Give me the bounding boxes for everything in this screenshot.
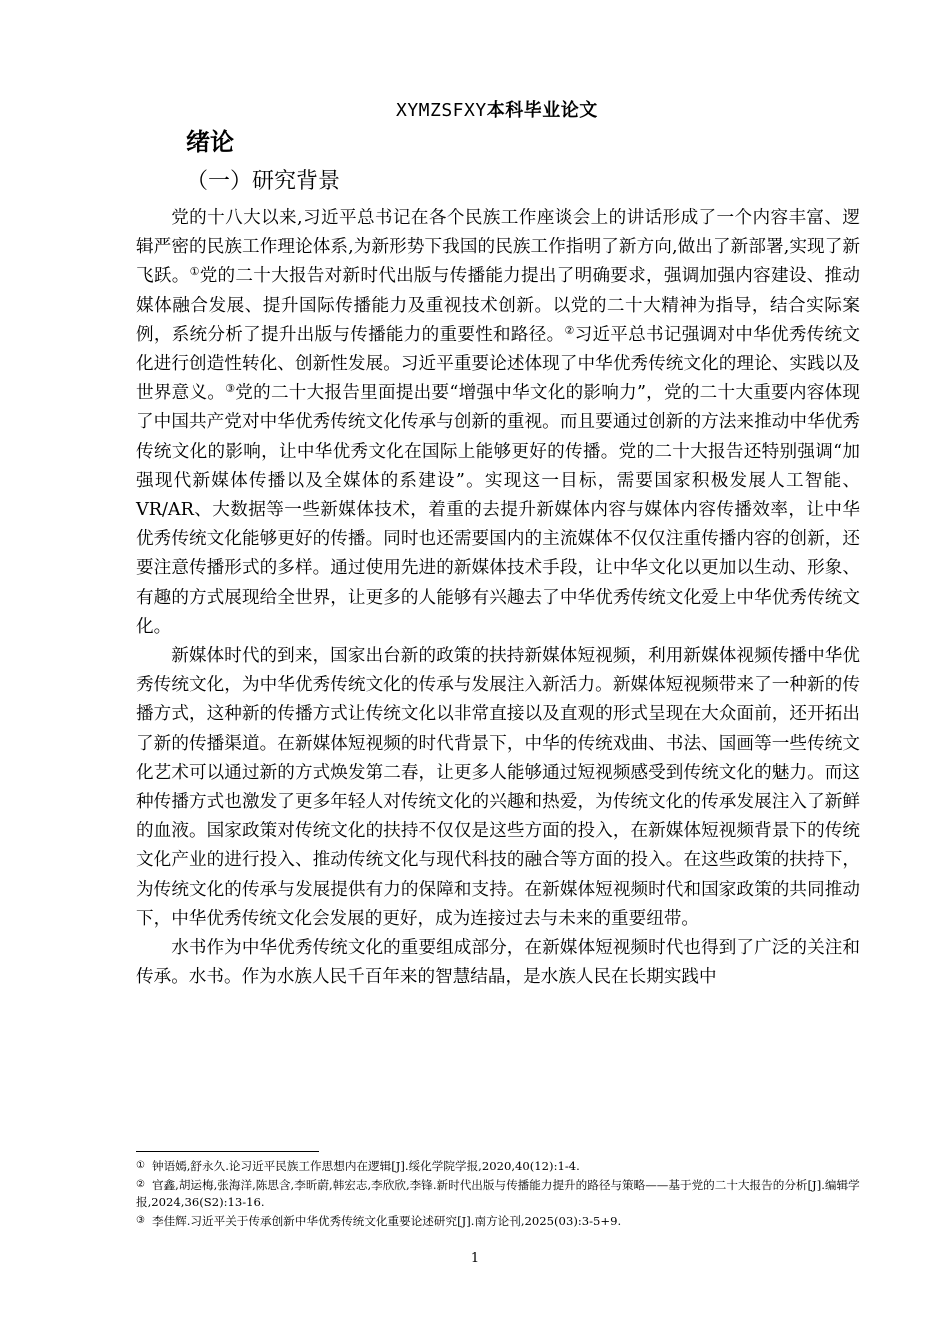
footnote-1-mark: ① [136,1160,145,1171]
footnote-3-text: 李佳辉.习近平关于传承创新中华优秀传统文化重要论述研究[J].南方论刊,2025(03):3-5+9. [151,1213,622,1228]
footnote-1 [136,1157,860,1176]
paragraph-2: 新媒体时代的到来，国家出台新的政策的扶持新媒体短视频，利用新媒体视频传播中华优秀传统文化，为中华优秀传统文化的传承与发展注入新活力。新媒体短视频带来了一种新的传播方式，这种新的传播方式让传统文化以非常直接以及直观的形式呈现在大众面前，还开拓出了新的传播渠道。在新媒体短视频的时代背景下，中华的传统戏曲、书法、国画等一些传统文化艺术可以通过新的方式焕发第二春，让更多人能够通过短视频感受到传统文化的魅力。而这种传播方式也激发了更多年轻人对传统文化的兴趣和热爱，为传统文化的传承发展注入了新鲜的血液。国家政策对传统文化的扶持不仅仅是这些方面的投入，在新媒体短视频背景下的传统文化产业的进行投入、推动传统文化与现代科技的融合等方面的投入。在这些政策的扶持下，为传统文化的传承与发展提供有力的保障和支持。在新媒体短视频时代和国家政策的共同推动下，中华优秀传统文化会发展的更好，成为连接过去与未来的重要纽带。 [136,646,860,929]
header-thesis-label: 本科毕业论文 [486,100,598,121]
paragraph-1-segment-1: 党的十八大以来,习近平总书记在各个民族工作座谈会上的讲话形成了一个内容丰富、逻辑严密的民族工作理论体系,为新形势下我国的民族工作指明了新方向,做出了新部署,实现了新飞跃。 [136,208,860,287]
page-number: 1 [470,1251,480,1266]
footnotes [136,1157,860,1230]
footnote-2 [136,1176,860,1212]
section-title: （一）研究背景 [186,169,341,194]
paragraph-1-segment-2: 党的二十大报告对新时代出版与传播能力提出了明确要求，强调加强内容建设、推动媒体融合发展、提升国际传播能力及重视技术创新。以党的二十大精神为指导，结合实际案例，系统分析了提升出版与传播能力的重要性和路径。 [136,266,860,345]
footnote-marker-1: ① [189,265,200,279]
paragraph-1 [136,204,860,642]
footnote-2-mark: ② [136,1178,145,1190]
footnote-separator [136,1151,319,1152]
header-code: XYMZSFXY [396,100,487,121]
footnote-3-mark: ③ [136,1214,145,1226]
page-header [396,96,598,122]
chapter-title: 绪论 [186,128,234,156]
body-text [136,204,860,992]
footnote-2-text: 官鑫,胡运梅,张海洋,陈思含,李昕蔚,韩宏志,李欣欣,李锋.新时代出版与传播能力提升的路径与策略——基于党的二十大报告的分析[J].编辑学报,2024,36(S2):13-16. [136,1177,860,1209]
footnote-marker-3: ③ [225,382,236,396]
paragraph-1-segment-4: 党的二十大报告里面提出要“增强中华文化的影响力”，党的二十大重要内容体现了中国共产党对中华优秀传统文化传承与创新的重视。而且要通过创新的方法来推动中华优秀传统文化的影响，让中华优秀文化在国际上能够更好的传播。党的二十大报告还特别强调“加强现代新媒体传播以及全媒体的系建设”。实现这一目标，需要国家积极发展人工智能、VR/AR、大数据等一些新媒体技术，着重的去提升新媒体内容与媒体内容传播效率，让中华优秀传统文化能够更好的传播。同时也还需要国内的主流媒体不仅仅注重传播内容的创新，还要注意传播形式的多样。通过使用先进的新媒体技术手段，让中华文化以更加以生动、形象、有趣的方式展现给全世界，让更多的人能够有兴趣去了中华优秀传统文化爱上中华优秀传统文化。 [136,383,860,637]
paragraph-1-segment-3: 习近平总书记强调对中华优秀传统文化进行创造性转化、创新性发展。习近平重要论述体现了中华优秀传统文化的理论、实践以及世界意义。 [136,324,860,404]
footnote-1-text: 钟语嫣,舒永久.论习近平民族工作思想内在逻辑[J].绥化学院学报,2020,40(12):1-4. [151,1159,580,1173]
footnote-marker-2: ② [564,323,575,337]
paragraph-3: 水书作为中华优秀传统文化的重要组成部分，在新媒体短视频时代也得到了广泛的关注和传承。水书。作为水族人民千百年来的智慧结晶，是水族人民在长期实践中 [136,938,860,988]
footnote-3 [136,1212,860,1231]
